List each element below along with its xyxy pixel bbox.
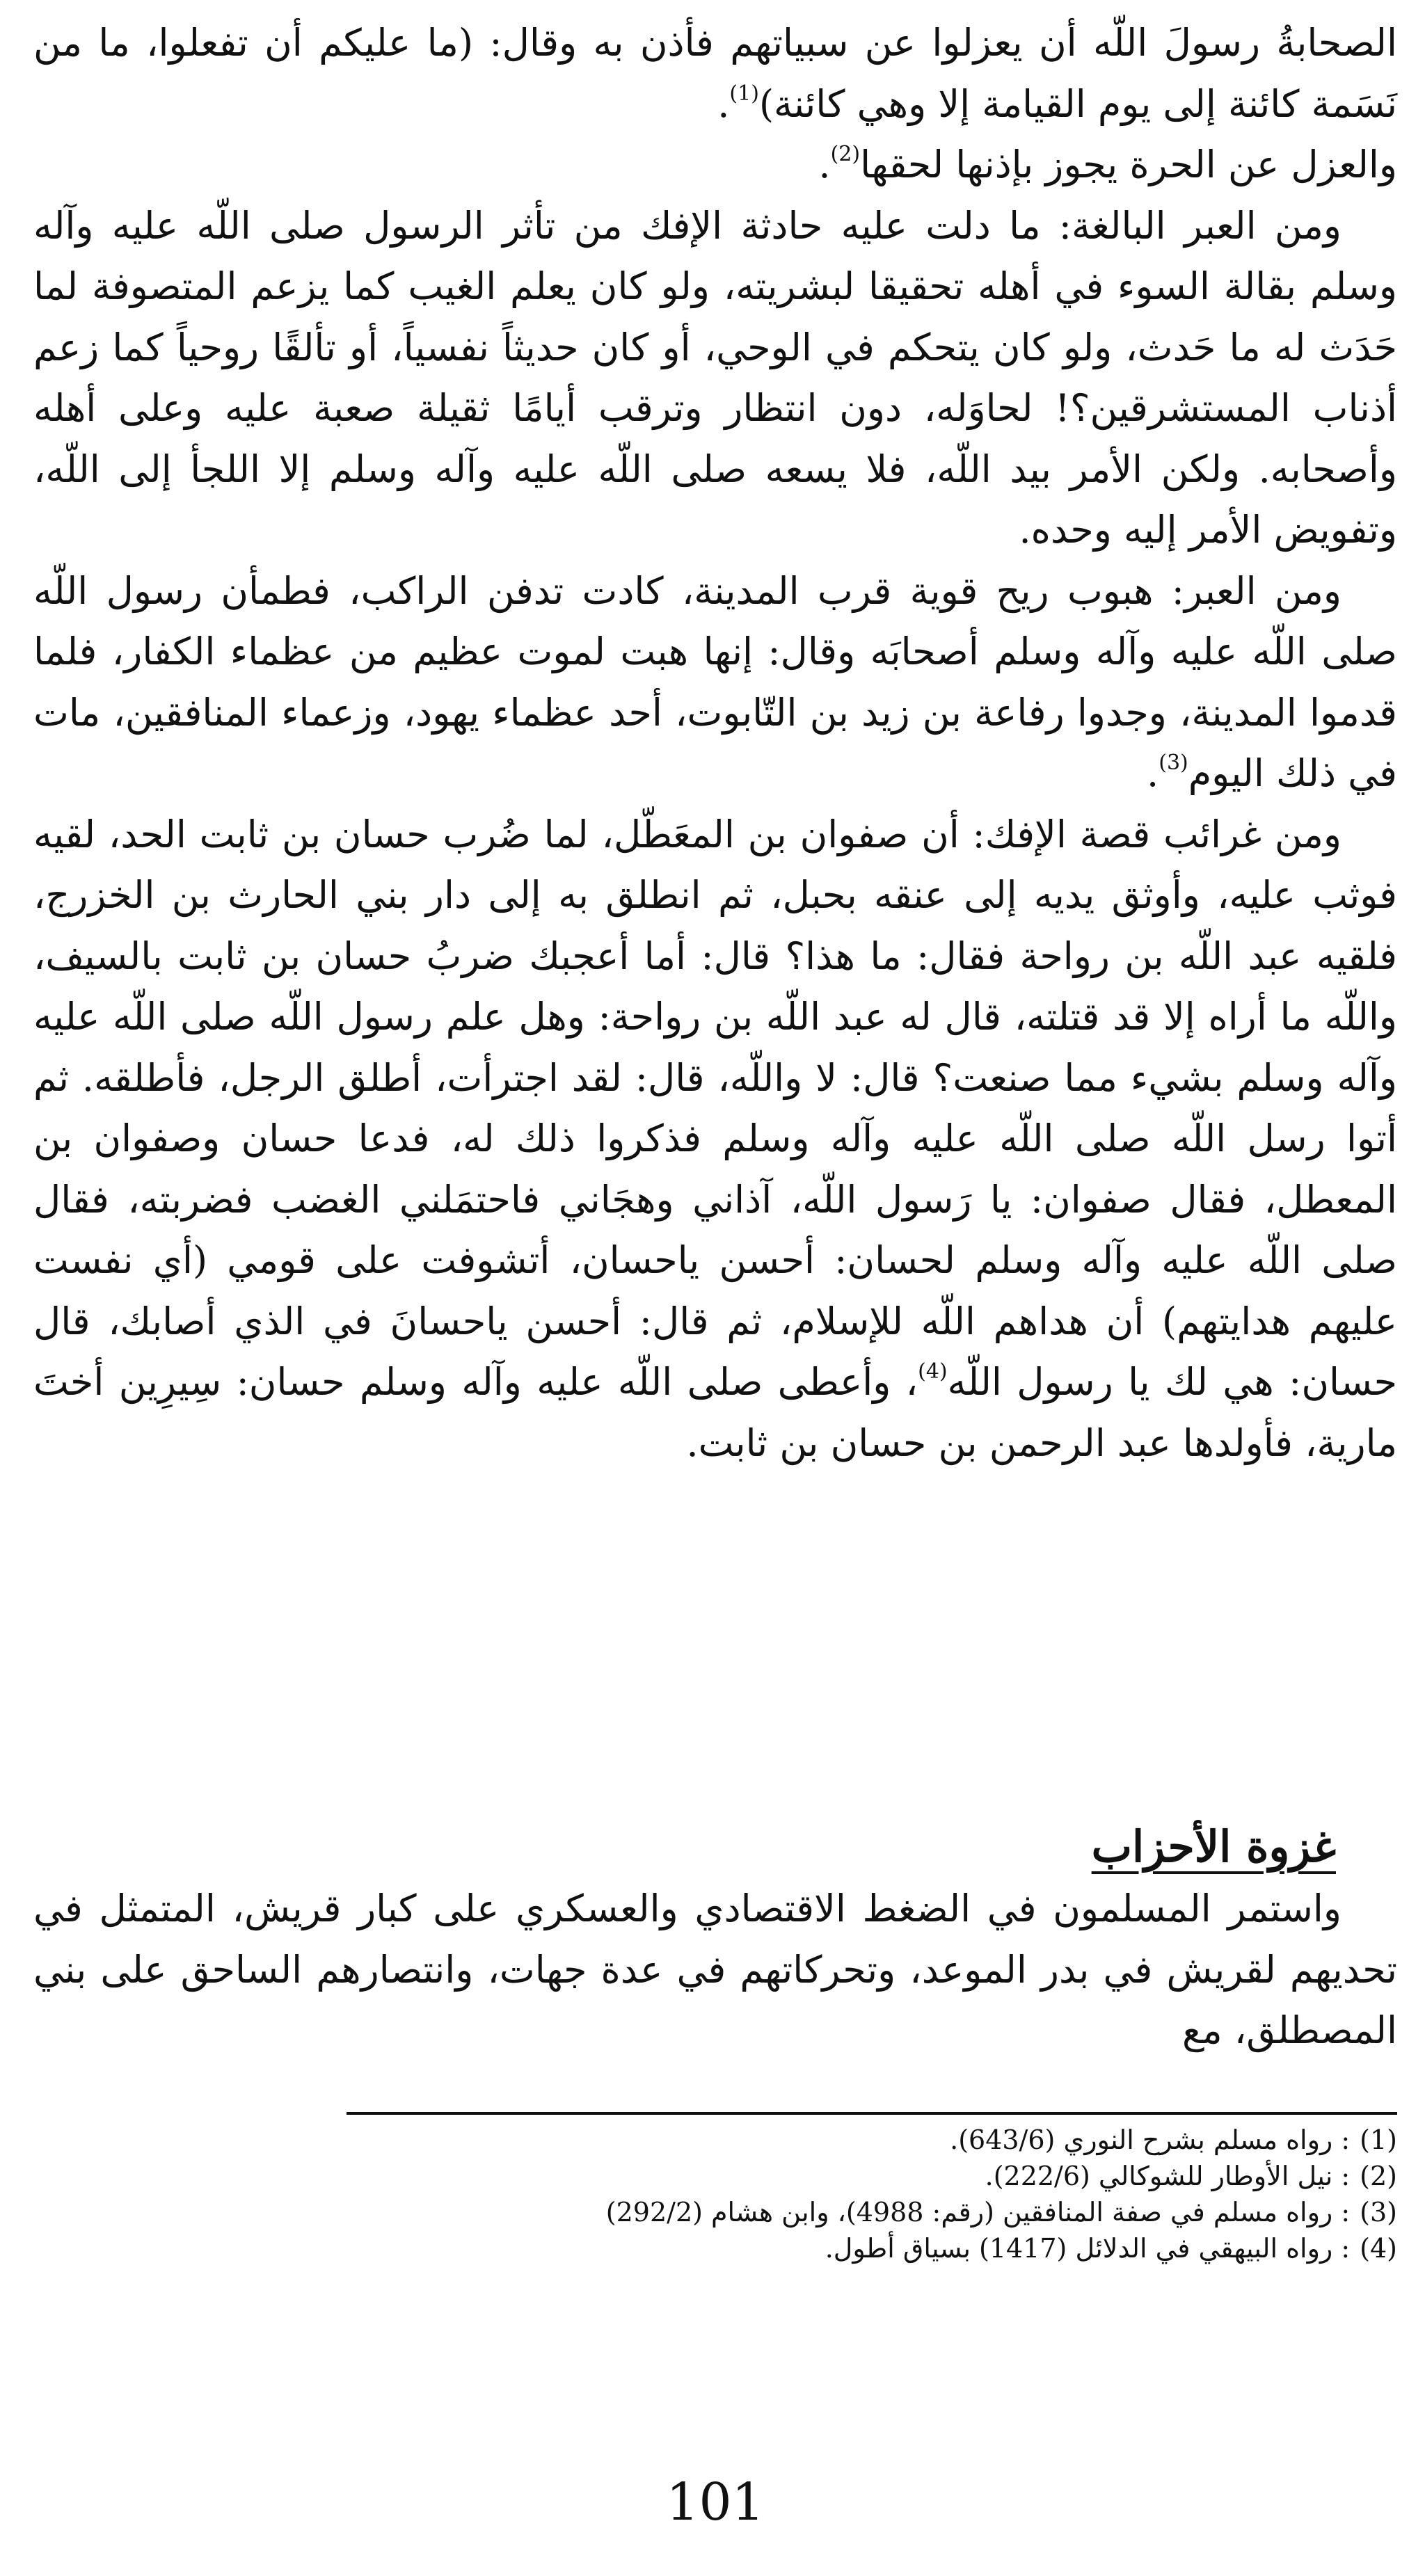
footnote-number: (4)	[1360, 2233, 1397, 2264]
footnote-marker: (3)	[1159, 751, 1188, 775]
footnote-number: (3)	[1360, 2197, 1397, 2227]
footnote-text: : رواه البيهقي في الدلائل (1417) بسياق أطول.	[825, 2233, 1351, 2264]
section-heading: غزوة الأحزاب	[1091, 1821, 1336, 1872]
paragraph: ومن غرائب قصة الإفك: أن صفوان بن المعَطّل، لما ضُرب حسان بن ثابت الحد، لقيه فوثب عليه، وأوثق يديه إلى عنقه بحبل، ثم انطلق به إلى دار بني الحارث بن الخزرج، فلقيه عبد اللّه بن رواحة فقال: ما هذا؟ قال: أما أعجبك ضربُ حسان بن ثابت بالسيف، واللّه ما أراه إلا قد قتلته، قال له عبد اللّه بن رواحة: وهل علم رسول اللّه صلى اللّه عليه وآله وسلم بشيء مما صنعت؟ قال: لا واللّه، قال: لقد اجترأت، أطلق الرجل، فأطلقه. ثم أتوا رسل اللّه صلى اللّه عليه وآله وسلم فذكروا ذلك له، فدعا حسان وصفوان بن المعطل، فقال صفوان: يا رَسول اللّه، آذاني وهجَاني فاحتمَلني الغضب فضربته، فقال صلى اللّه عليه وآله وسلم لحسان: أحسن ياحسان، أتشوفت على قومي (أي نفست عليهم هدايتهم) أن هداهم اللّه للإسلام، ثم قال: أحسن ياحسانَ في الذي أصابك، قال حسان: هي لك يا رسول اللّه$^{(4)}$، وأعطى صلى اللّه عليه وآله وسلم حسان: سِيرِين أختَ مارية، فأولدها عبد الرحمن بن حسان بن ثابت.	[33, 812, 1398, 1465]
footnote	[33, 2122, 1397, 2158]
page-number: 101	[666, 2472, 765, 2532]
paragraph: ومن العبر: هبوب ريح قوية قرب المدينة، كادت تدفن الراكب، فطمأن رسول اللّه صلى اللّه عليه وآله وسلم أصحابَه وقال: إنها هبت لموت عظيم من عظماء الكفار، فلما قدموا المدينة، وجدوا رفاعة بن زيد بن التّابوت، أحد عظماء يهود، وزعماء المنافقين، مات في ذلك اليوم$^{(3)}$.	[33, 568, 1397, 795]
footnote	[33, 2158, 1397, 2194]
footnote-number: (1)	[1360, 2125, 1397, 2155]
footnote	[33, 2230, 1397, 2266]
footnote-marker: (1)	[729, 81, 759, 106]
footnote-text: : رواه مسلم في صفة المنافقين (رقم: 4988)، وابن هشام (292/2)	[605, 2197, 1351, 2227]
paragraph: ومن العبر البالغة: ما دلت عليه حادثة الإفك من تأثر الرسول صلى اللّه عليه وآله وسلم بقالة السوء في أهله تحقيقا لبشريته، ولو كان يعلم الغيب كما يزعم المتصوفة لما حَدَث له ما حَدث، ولو كان يتحكم في الوحي، أو كان حديثاً نفسياً، أو تألقًا روحياً كما زعم أذناب المستشرقين؟! لحاوَله، دون انتظار وترقب أيامًا ثقيلة صعبة عليه وعلى أهله وأصحابه. ولكن الأمر بيد اللّه، فلا يسعه صلى اللّه عليه وآله وسلم إلا اللجأ إلى اللّه، وتفويض الأمر إليه وحده.	[33, 203, 1397, 552]
footnote-marker: (4)	[918, 1359, 948, 1384]
footnote-divider	[347, 2112, 1397, 2115]
body-text	[33, 13, 1397, 1473]
document-page	[33, 0, 1397, 2576]
paragraph: واستمر المسلمون في الضغط الاقتصادي والعسكري على كبار قريش، المتمثل في تحديهم لقريش في بدر الموعد، وتحركاتهم في عدة جهات، وانتصارهم الساحق على بني المصطلق، مع	[33, 1887, 1397, 2052]
footnote-text: : رواه مسلم بشرح النوري (643/6).	[950, 2125, 1351, 2155]
paragraph: الصحابةُ رسولَ اللّه أن يعزلوا عن سبياتهم فأذن به وقال: (ما عليكم أن تفعلوا، ما من نَسَمة كائنة إلى يوم القيامة إلا وهي كائنة)$^{(1)}$.	[33, 21, 1397, 126]
footnote-text: : نيل الأوطار للشوكالي (222/6).	[985, 2161, 1351, 2191]
paragraph: والعزل عن الحرة يجوز بإذنها لحقها$^{(2)}$.	[818, 142, 1397, 186]
section-text	[33, 1878, 1397, 2061]
footnote-number: (2)	[1360, 2161, 1397, 2191]
footnote-marker: (2)	[830, 142, 861, 166]
footnotes	[33, 2122, 1397, 2266]
footnote	[33, 2194, 1397, 2230]
